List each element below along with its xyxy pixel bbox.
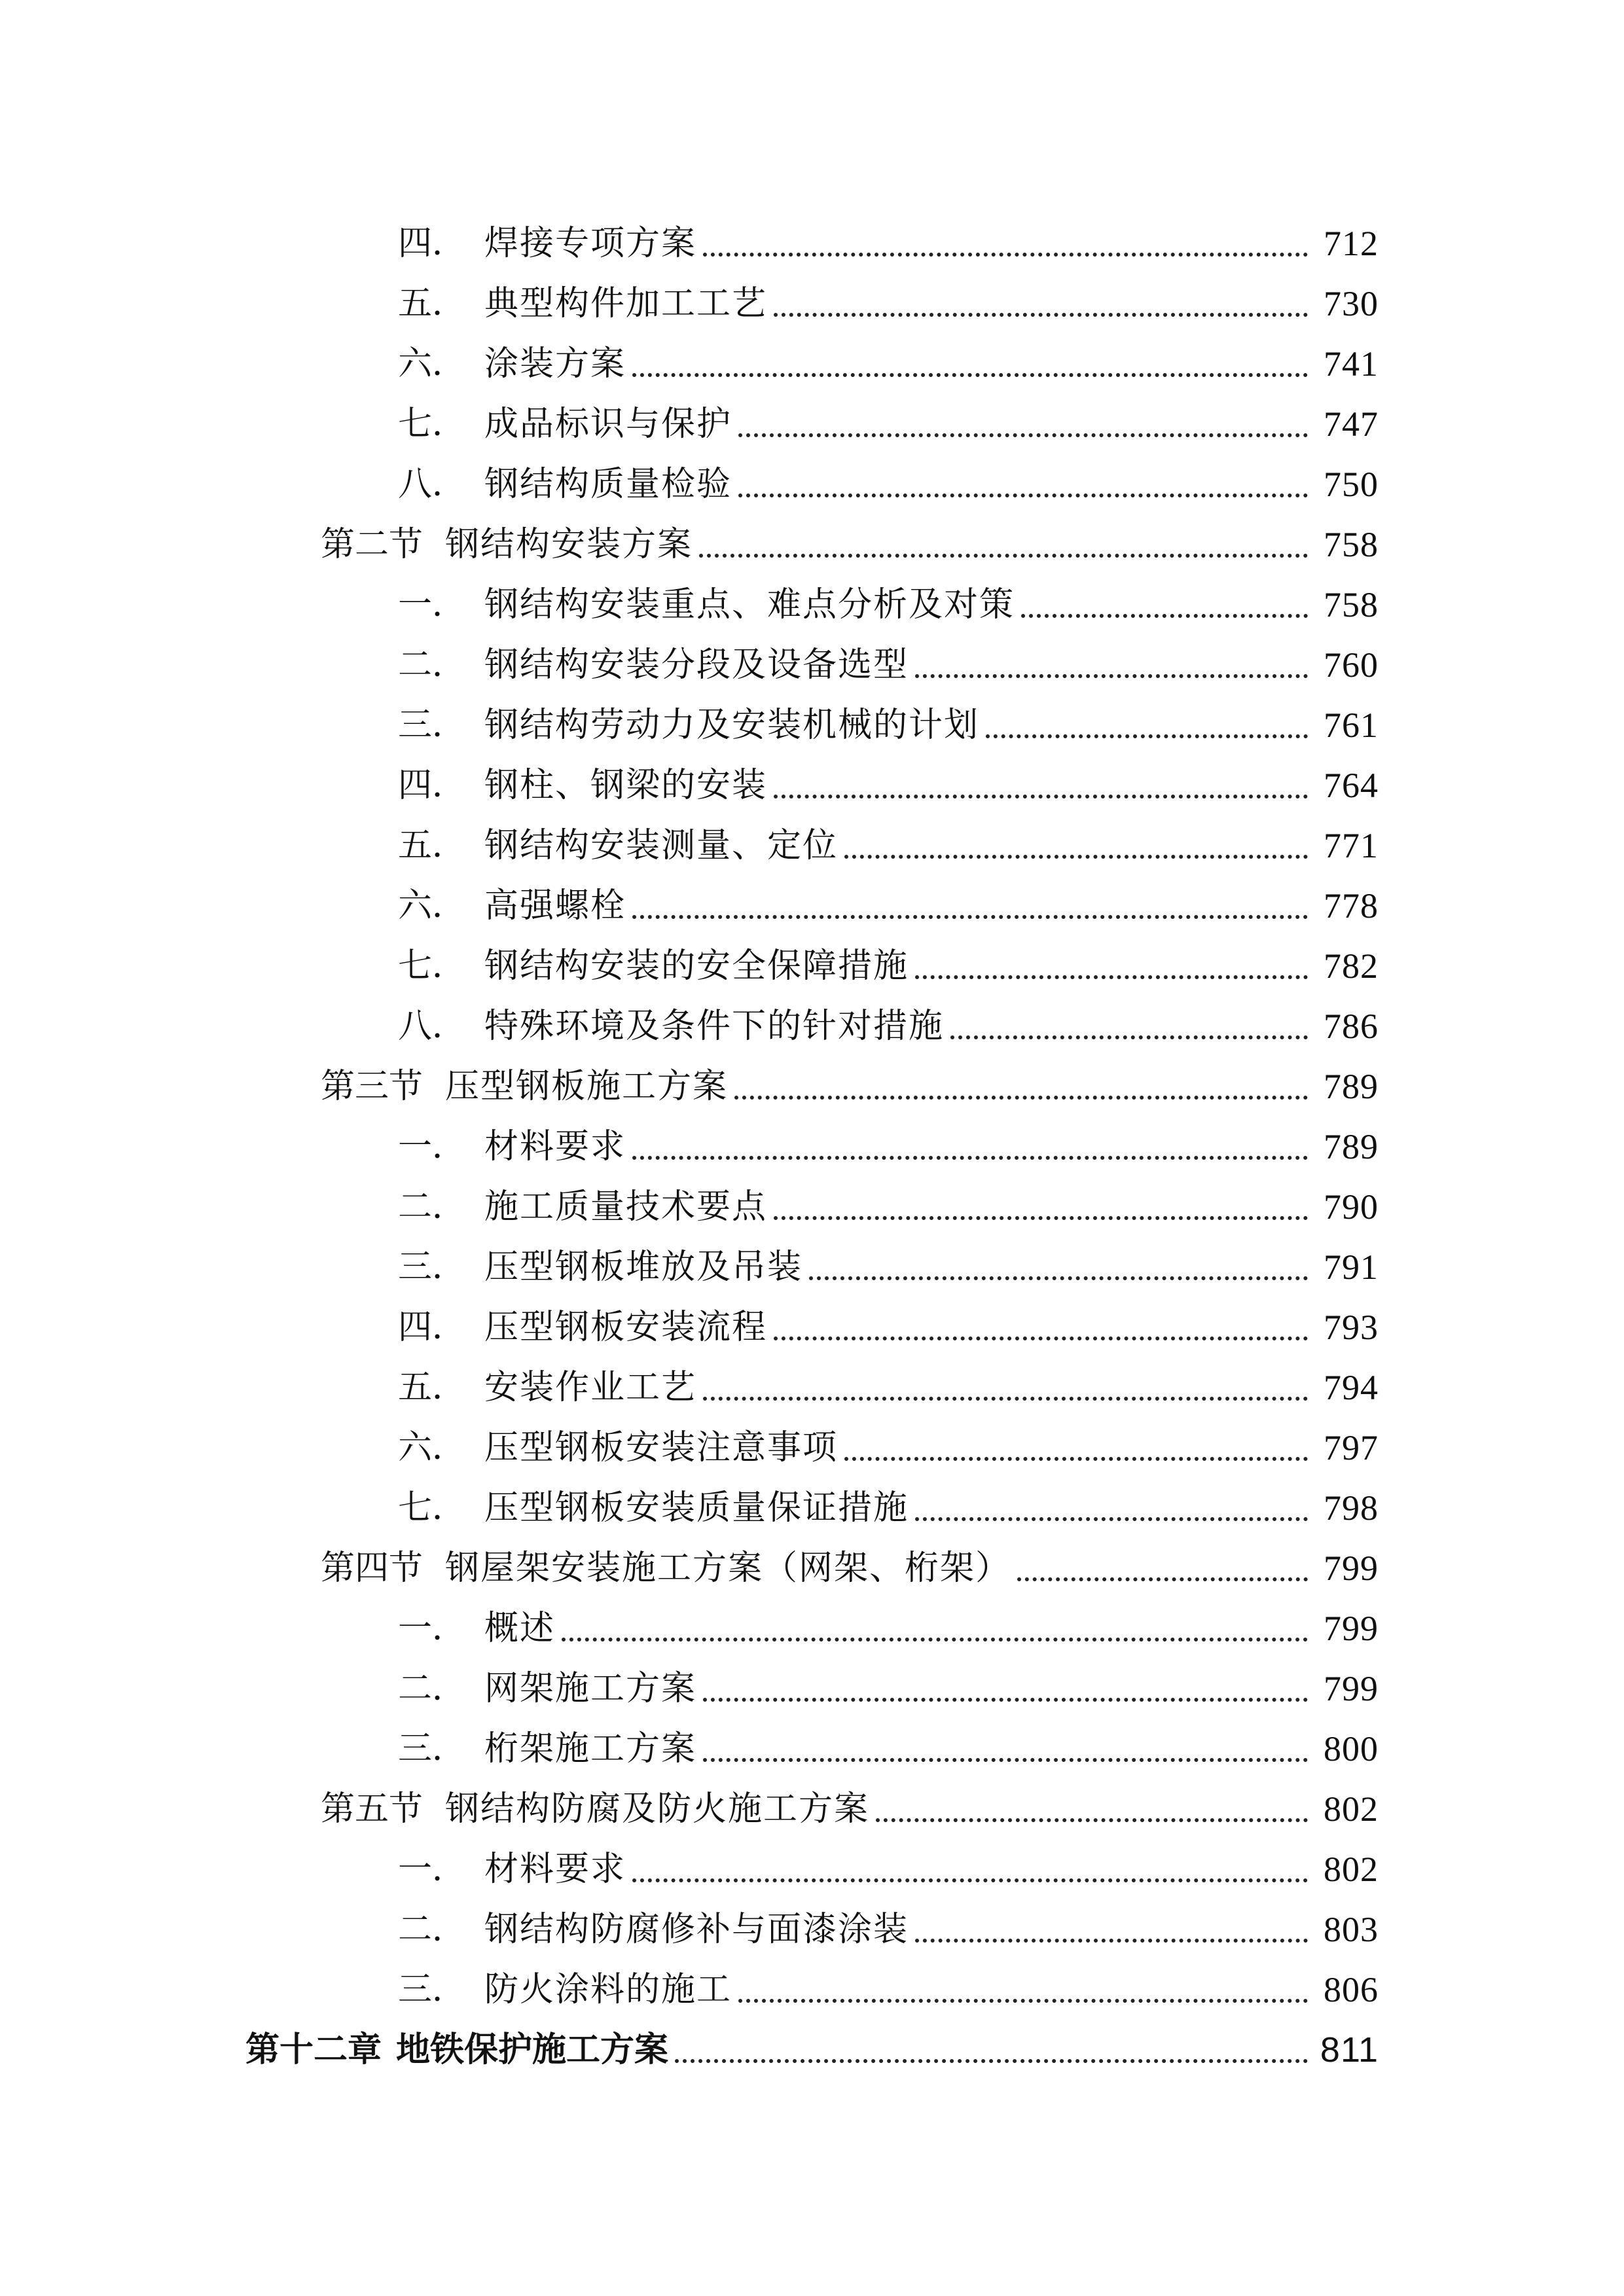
toc-entry-title: 成品标识与保护: [484, 404, 732, 444]
toc-subsection-entry[interactable]: [0, 624, 1624, 685]
toc-dot-leader: [774, 795, 1308, 798]
toc-dot-leader: [703, 1758, 1308, 1762]
toc-dot-leader: [809, 1276, 1308, 1280]
toc-entry-number: 六．: [398, 344, 467, 384]
toc-entry-number: 第三节: [321, 1067, 424, 1106]
toc-entry-title: 材料要求: [484, 1127, 626, 1166]
toc-dot-leader: [986, 734, 1308, 738]
toc-entry-title: 钢结构防腐修补与面漆涂装: [484, 1910, 909, 1949]
toc-dot-leader: [844, 1457, 1308, 1461]
toc-page-number: 799: [1324, 1609, 1379, 1648]
toc-subsection-entry[interactable]: [0, 444, 1624, 504]
toc-entry-number: 八．: [398, 465, 467, 504]
toc-page-number: 764: [1324, 766, 1379, 805]
toc-page-number: 782: [1324, 946, 1379, 986]
toc-page-number: 730: [1324, 284, 1379, 323]
toc-subsection-entry[interactable]: [0, 805, 1624, 865]
toc-entry-title: 桁架施工方案: [484, 1729, 697, 1768]
toc-page-number: 794: [1324, 1368, 1379, 1407]
toc-entry-number: 六．: [398, 886, 467, 925]
toc-section-entry[interactable]: [0, 1528, 1624, 1588]
toc-entry-title: 施工质量技术要点: [484, 1187, 768, 1227]
toc-entry-number: 二．: [398, 1669, 467, 1708]
toc-entry-number: 八．: [398, 1007, 467, 1046]
toc-page-number: 747: [1324, 404, 1379, 444]
toc-entry-title: 钢柱、钢梁的安装: [484, 766, 768, 805]
toc-entry-number: 四．: [398, 224, 467, 263]
toc-page-number: 786: [1324, 1007, 1379, 1046]
toc-entry-title: 地铁保护施工方案: [396, 2030, 669, 2070]
toc-subsection-entry[interactable]: [0, 865, 1624, 925]
toc-page-number: 793: [1324, 1308, 1379, 1347]
toc-page-number: 758: [1324, 585, 1379, 624]
toc-page-number: 797: [1324, 1428, 1379, 1467]
toc-dot-leader: [699, 554, 1308, 558]
toc-page-number: 791: [1324, 1247, 1379, 1287]
toc-subsection-entry[interactable]: [0, 1166, 1624, 1227]
toc-dot-leader: [562, 1638, 1308, 1641]
toc-dot-leader: [774, 1336, 1308, 1340]
toc-subsection-entry[interactable]: [0, 1889, 1624, 1949]
toc-entry-number: 三．: [398, 706, 467, 745]
toc-dot-leader: [632, 915, 1308, 919]
toc-entry-number: 一．: [398, 585, 467, 624]
toc-subsection-entry[interactable]: [0, 1347, 1624, 1407]
toc-entry-title: 钢屋架安装施工方案（网架、桁架）: [445, 1549, 1011, 1588]
toc-page-number: 811: [1320, 2030, 1379, 2070]
toc-dot-leader: [632, 373, 1308, 377]
toc-entry-number: 七．: [398, 946, 467, 986]
toc-subsection-entry[interactable]: [0, 384, 1624, 444]
toc-entry-title: 钢结构劳动力及安装机械的计划: [484, 706, 980, 745]
toc-dot-leader: [915, 674, 1308, 678]
toc-dot-leader: [1017, 1577, 1308, 1581]
toc-dot-leader: [703, 253, 1308, 257]
toc-page-number: 806: [1324, 1970, 1379, 2009]
toc-entry-number: 三．: [398, 1247, 467, 1287]
toc-dot-leader: [738, 1999, 1308, 2003]
toc-entry-number: 五．: [398, 284, 467, 323]
toc-entry-number: 一．: [398, 1609, 467, 1648]
toc-page-number: 712: [1324, 224, 1379, 263]
toc-entry-title: 高强螺栓: [484, 886, 626, 925]
toc-dot-leader: [703, 1397, 1308, 1401]
toc-entry-title: 压型钢板安装流程: [484, 1308, 768, 1347]
toc-page-number: 761: [1324, 706, 1379, 745]
toc-entry-number: 四．: [398, 766, 467, 805]
toc-subsection-entry[interactable]: [0, 1467, 1624, 1528]
toc-entry-number: 第二节: [321, 525, 424, 564]
toc-entry-number: 六．: [398, 1428, 467, 1467]
toc-entry-number: 七．: [398, 1488, 467, 1528]
toc-subsection-entry[interactable]: [0, 1407, 1624, 1467]
toc-subsection-entry[interactable]: [0, 685, 1624, 745]
toc-entry-title: 钢结构安装测量、定位: [484, 826, 839, 865]
toc-dot-leader: [1021, 614, 1308, 618]
toc-entry-title: 钢结构防腐及防火施工方案: [445, 1789, 870, 1829]
toc-subsection-entry[interactable]: [0, 1227, 1624, 1287]
toc-entry-title: 钢结构安装分段及设备选型: [484, 645, 909, 685]
table-of-contents: [0, 203, 1624, 2070]
toc-entry-title: 安装作业工艺: [484, 1368, 697, 1407]
toc-subsection-entry[interactable]: [0, 1708, 1624, 1768]
toc-entry-number: 第十二章: [245, 2030, 382, 2070]
toc-subsection-entry[interactable]: [0, 1106, 1624, 1166]
toc-page-number: 758: [1324, 525, 1379, 564]
toc-entry-number: 一．: [398, 1850, 467, 1889]
toc-page-number: 803: [1324, 1910, 1379, 1949]
toc-dot-leader: [675, 2059, 1308, 2063]
toc-page-number: 799: [1324, 1669, 1379, 1708]
toc-page-number: 802: [1324, 1789, 1379, 1829]
toc-entry-title: 典型构件加工工艺: [484, 284, 768, 323]
toc-entry-title: 概述: [484, 1609, 556, 1648]
toc-page-number: 750: [1324, 465, 1379, 504]
toc-entry-title: 网架施工方案: [484, 1669, 697, 1708]
toc-dot-leader: [738, 433, 1308, 437]
toc-entry-title: 材料要求: [484, 1850, 626, 1889]
toc-chapter-entry[interactable]: [0, 2009, 1624, 2070]
toc-entry-title: 焊接专项方案: [484, 224, 697, 263]
toc-dot-leader: [774, 313, 1308, 317]
toc-entry-number: 三．: [398, 1970, 467, 2009]
toc-subsection-entry[interactable]: [0, 564, 1624, 624]
toc-entry-title: 压型钢板安装注意事项: [484, 1428, 839, 1467]
toc-page-number: 789: [1324, 1067, 1379, 1106]
toc-subsection-entry[interactable]: [0, 263, 1624, 323]
toc-entry-title: 特殊环境及条件下的针对措施: [484, 1007, 945, 1046]
toc-entry-title: 钢结构安装重点、难点分析及对策: [484, 585, 1015, 624]
toc-entry-title: 防火涂料的施工: [484, 1970, 732, 2009]
toc-entry-number: 二．: [398, 1910, 467, 1949]
toc-entry-number: 第四节: [321, 1549, 424, 1588]
toc-subsection-entry[interactable]: [0, 203, 1624, 263]
toc-dot-leader: [915, 1939, 1308, 1943]
toc-page-number: 778: [1324, 886, 1379, 925]
toc-section-entry[interactable]: [0, 1046, 1624, 1106]
toc-dot-leader: [632, 1878, 1308, 1882]
toc-entry-title: 涂装方案: [484, 344, 626, 384]
toc-page-number: 760: [1324, 645, 1379, 685]
toc-entry-number: 五．: [398, 1368, 467, 1407]
toc-dot-leader: [915, 975, 1308, 979]
toc-subsection-entry[interactable]: [0, 745, 1624, 805]
toc-page-number: 790: [1324, 1187, 1379, 1227]
toc-dot-leader: [876, 1818, 1308, 1822]
toc-page-number: 741: [1324, 344, 1379, 384]
toc-entry-title: 钢结构安装的安全保障措施: [484, 946, 909, 986]
toc-dot-leader: [774, 1216, 1308, 1220]
toc-entry-title: 压型钢板堆放及吊装: [484, 1247, 803, 1287]
toc-entry-number: 四．: [398, 1308, 467, 1347]
toc-subsection-entry[interactable]: [0, 323, 1624, 384]
toc-subsection-entry[interactable]: [0, 1648, 1624, 1708]
toc-entry-number: 一．: [398, 1127, 467, 1166]
toc-entry-number: 二．: [398, 645, 467, 685]
toc-dot-leader: [738, 493, 1308, 497]
toc-entry-title: 钢结构质量检验: [484, 465, 732, 504]
toc-section-entry[interactable]: [0, 1768, 1624, 1829]
toc-page-number: 799: [1324, 1549, 1379, 1588]
toc-dot-leader: [844, 855, 1308, 859]
toc-dot-leader: [703, 1698, 1308, 1702]
toc-page-number: 798: [1324, 1488, 1379, 1528]
toc-subsection-entry[interactable]: [0, 925, 1624, 986]
toc-subsection-entry[interactable]: [0, 986, 1624, 1046]
toc-subsection-entry[interactable]: [0, 1287, 1624, 1347]
toc-page-number: 800: [1324, 1729, 1379, 1768]
toc-subsection-entry[interactable]: [0, 1949, 1624, 2009]
toc-entry-title: 压型钢板施工方案: [445, 1067, 729, 1106]
toc-entry-number: 三．: [398, 1729, 467, 1768]
toc-dot-leader: [950, 1035, 1308, 1039]
toc-entry-title: 压型钢板安装质量保证措施: [484, 1488, 909, 1528]
toc-entry-number: 二．: [398, 1187, 467, 1227]
toc-entry-title: 钢结构安装方案: [445, 525, 693, 564]
toc-page-number: 802: [1324, 1850, 1379, 1889]
toc-subsection-entry[interactable]: [0, 1588, 1624, 1648]
toc-dot-leader: [734, 1096, 1308, 1100]
toc-entry-number: 五．: [398, 826, 467, 865]
toc-entry-number: 七．: [398, 404, 467, 444]
toc-page-number: 789: [1324, 1127, 1379, 1166]
toc-section-entry[interactable]: [0, 504, 1624, 564]
toc-subsection-entry[interactable]: [0, 1829, 1624, 1889]
toc-dot-leader: [632, 1156, 1308, 1160]
toc-page-number: 771: [1324, 826, 1379, 865]
toc-dot-leader: [915, 1517, 1308, 1521]
toc-entry-number: 第五节: [321, 1789, 424, 1829]
